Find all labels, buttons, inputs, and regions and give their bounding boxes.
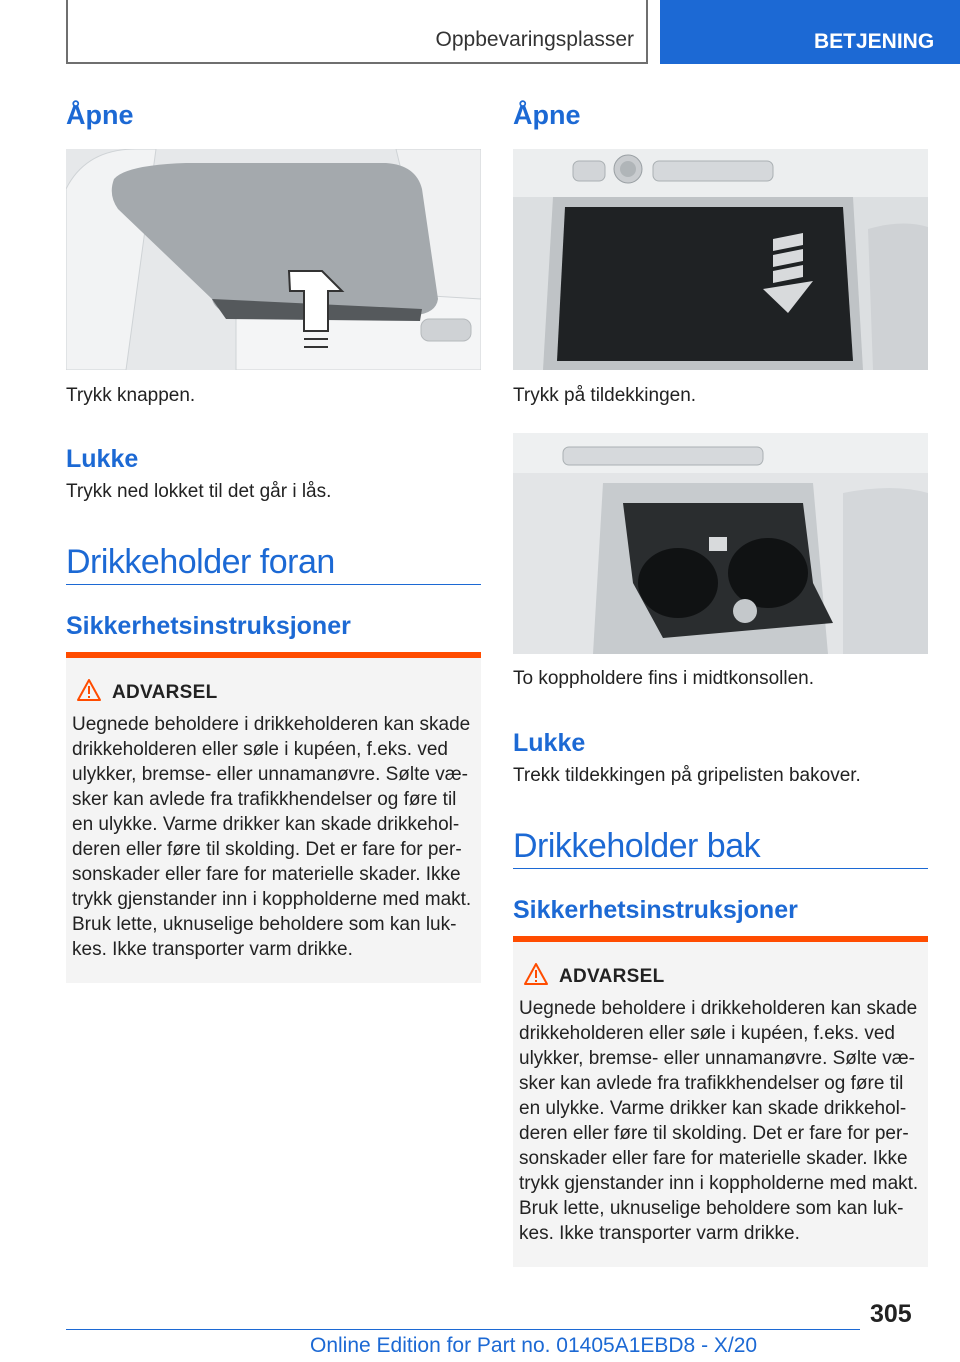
console-cover-image bbox=[513, 149, 928, 370]
right-warning-box bbox=[513, 936, 928, 1267]
right-heading-close: Lukke bbox=[513, 729, 586, 757]
footer-rule bbox=[66, 1329, 860, 1330]
left-warning-box bbox=[66, 652, 481, 983]
right-text-close: Trekk tildekkingen på gripelisten bakover. bbox=[513, 765, 861, 786]
left-caption-open: Trykk knappen. bbox=[66, 385, 196, 406]
console-cover-illustration bbox=[513, 149, 928, 370]
warning-title: ADVARSEL bbox=[559, 966, 665, 987]
header-chapter-label: BETJENING bbox=[814, 30, 935, 53]
cupholders-image bbox=[513, 433, 928, 654]
armrest-image bbox=[66, 149, 481, 370]
right-heading-open: Åpne bbox=[513, 100, 581, 130]
header-chapter-tab bbox=[660, 0, 960, 64]
warning-bar bbox=[513, 936, 928, 942]
edition-label: Online Edition for Part no. 01405A1EBD8 - X/20 bbox=[310, 1334, 758, 1357]
left-heading-open: Åpne bbox=[66, 100, 134, 130]
right-section-rule bbox=[513, 868, 928, 869]
right-caption-cups: To koppholdere fins i midtkonsollen. bbox=[513, 668, 815, 689]
warning-triangle-icon bbox=[76, 678, 102, 702]
left-section-rule bbox=[66, 584, 481, 585]
page-number: 305 bbox=[870, 1300, 912, 1328]
left-safety-title: Sikkerhetsinstruksjoner bbox=[66, 612, 351, 640]
cupholders-illustration bbox=[513, 433, 928, 654]
left-text-close: Trykk ned lokket til det går i lås. bbox=[66, 481, 332, 502]
right-caption-open: Trykk på tildekkingen. bbox=[513, 385, 697, 406]
armrest-illustration bbox=[66, 149, 481, 370]
right-safety-title: Sikkerhetsinstruksjoner bbox=[513, 896, 798, 924]
header-section-label: Oppbevaringsplasser bbox=[435, 28, 634, 51]
header-section-title bbox=[66, 0, 648, 64]
left-heading-close: Lukke bbox=[66, 445, 139, 473]
left-section-title: Drikkeholder foran bbox=[66, 543, 335, 581]
warning-text: Uegnede beholdere i drikkeholderen kan skade drikkeholderen eller søle i kupéen, f.eks. ved ulykker, bremse- eller unnamanøvre. Sølte væ-sker kan avlede fra trafikkhendelser og føre til en ulykke. Varme drikker kan skade drikkehol-deren eller føre til skolding. Det er fare for per-sonskader eller fare for materielle skader. Ikke trykk gjenstander inn i koppholderne med makt. Bruk lette, uknuselige beholdere som kan luk-kes. Ikke transporter varm drikke. bbox=[519, 998, 919, 1244]
right-section-title: Drikkeholder bak bbox=[513, 827, 761, 865]
warning-triangle-icon bbox=[523, 962, 549, 986]
warning-title: ADVARSEL bbox=[112, 682, 218, 703]
warning-bar bbox=[66, 652, 481, 658]
warning-text: Uegnede beholdere i drikkeholderen kan skade drikkeholderen eller søle i kupéen, f.eks. ved ulykker, bremse- eller unnamanøvre. Sølte væ-sker kan avlede fra trafikkhendelser og føre til en ulykke. Varme drikker kan skade drikkehol-deren eller føre til skolding. Det er fare for per-sonskader eller fare for materielle skader. Ikke trykk gjenstander inn i koppholderne med makt. Bruk lette, uknuselige beholdere som kan luk-kes. Ikke transporter varm drikke. bbox=[72, 714, 472, 960]
